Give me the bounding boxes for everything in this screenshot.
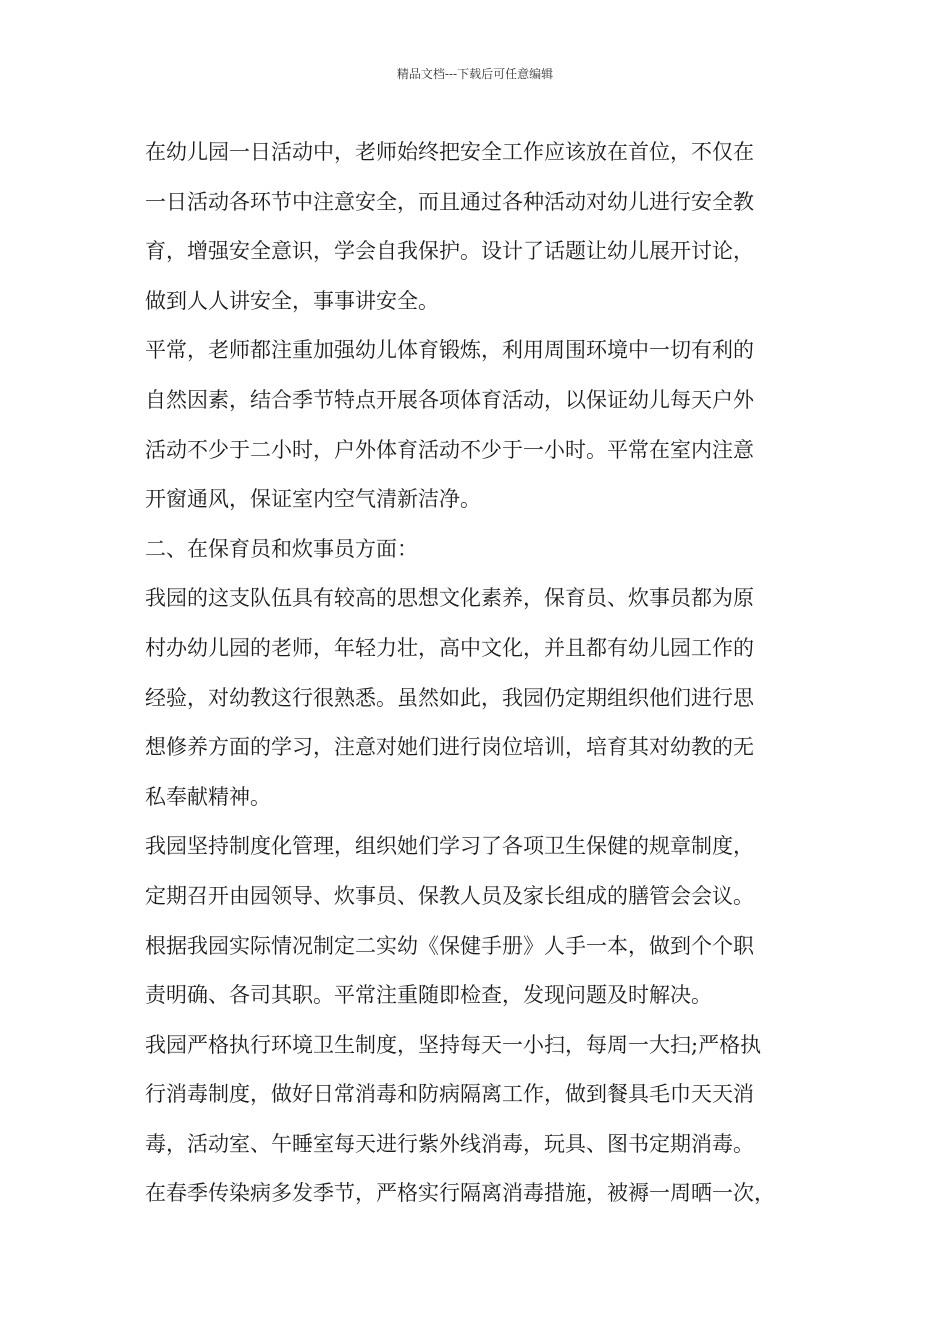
text-line: 在春季传染病多发季节，严格实行隔离消毒措施，被褥一周晒一次， <box>145 1181 775 1206</box>
text-line: 我园严格执行环境卫生制度，坚持每天一小扫，每周一大扫;严格执 <box>145 1032 762 1057</box>
text-line: 私奉献精神。 <box>145 784 271 809</box>
text-line: 村办幼儿园的老师，年轻力壮，高中文化，并且都有幼儿园工作的 <box>145 635 754 660</box>
text-line: 经验，对幼教这行很熟悉。虽然如此，我园仍定期组织他们进行思 <box>145 685 754 710</box>
text-line: 根据我园实际情况制定二实幼《保健手册》人手一本，做到个个职 <box>145 933 754 958</box>
text-line: 想修养方面的学习，注意对她们进行岗位培训，培育其对幼教的无 <box>145 735 754 760</box>
section-heading: 二、在保育员和炊事员方面： <box>145 536 418 561</box>
page-header: 精品文档---下载后可任意编辑 <box>396 67 554 81</box>
text-line: 平常，老师都注重加强幼儿体育锻炼，利用周围环境中一切有利的 <box>145 338 754 363</box>
text-line: 活动不少于二小时，户外体育活动不少于一小时。平常在室内注意 <box>145 437 754 462</box>
text-line: 育，增强安全意识，学会自我保护。设计了话题让幼儿展开讨论， <box>145 239 754 264</box>
text-line: 做到人人讲安全，事事讲安全。 <box>145 288 439 313</box>
text-line: 定期召开由园领导、炊事员、保教人员及家长组成的膳管会会议。 <box>145 883 754 908</box>
text-line: 毒，活动室、午睡室每天进行紫外线消毒，玩具、图书定期消毒。 <box>145 1131 754 1156</box>
text-line: 行消毒制度，做好日常消毒和防病隔离工作，做到餐具毛巾天天消 <box>145 1082 754 1107</box>
text-line: 我园的这支队伍具有较高的思想文化素养，保育员、炊事员都为原 <box>145 586 754 611</box>
text-line: 在幼儿园一日活动中，老师始终把安全工作应该放在首位，不仅在 <box>145 140 754 164</box>
document-body <box>145 128 835 1219</box>
text-line: 开窗通风，保证室内空气清新洁净。 <box>145 487 481 512</box>
text-line: 我园坚持制度化管理，组织她们学习了各项卫生保健的规章制度， <box>145 834 754 859</box>
text-line: 一日活动各环节中注意安全，而且通过各种活动对幼儿进行安全教 <box>145 189 754 214</box>
text-line: 责明确、各司其职。平常注重随即检查，发现问题及时解决。 <box>145 983 712 1008</box>
text-line: 自然因素，结合季节特点开展各项体育活动，以保证幼儿每天户外 <box>145 387 754 412</box>
